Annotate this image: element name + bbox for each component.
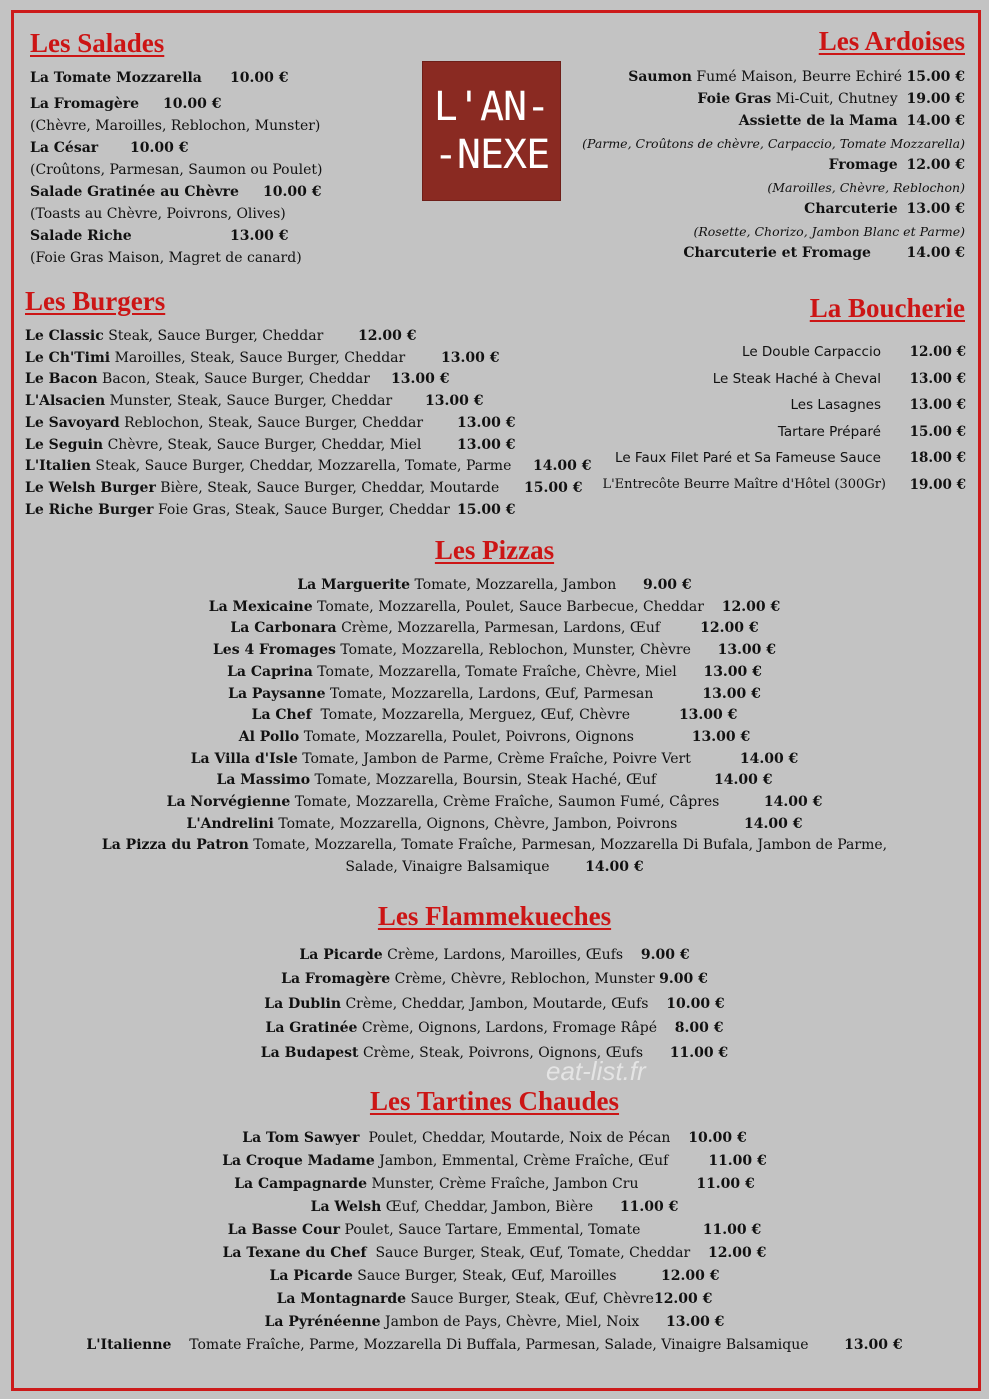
item-note-text: Rosette, Chorizo, Jambon Blanc et Parme [698, 224, 961, 239]
item-description: Tomate, Mozzarella, Poulet, Poivrons, Oignons [303, 728, 634, 745]
item-name: Le Savoyard [25, 414, 120, 431]
item-name: Le Riche Burger [25, 501, 154, 518]
item-description: Sauce Burger, Steak, Œuf, Maroilles [357, 1268, 617, 1284]
boucherie-item-price: 18.00 € [909, 450, 966, 467]
item-name: Le Welsh Burger [25, 479, 156, 496]
item-name: Salade Gratinée au Chèvre [30, 184, 239, 200]
ardoises-list [565, 68, 965, 268]
tartine-item [0, 1198, 989, 1216]
item-name: Saumon [628, 69, 692, 85]
item-price: 12.00 € [700, 620, 759, 637]
section-title-burgers: Les Burgers [25, 286, 166, 316]
ardoise-item [829, 156, 965, 174]
item-price: 12.00 € [906, 157, 965, 173]
item-description: Crème, Steak, Poivrons, Oignons, Œufs [362, 1044, 644, 1061]
item-price: 13.00 € [230, 228, 289, 244]
logo-text [434, 83, 549, 179]
tartine-item [0, 1152, 989, 1170]
pizzas-list [20, 576, 969, 876]
item-price: 13.00 € [717, 642, 777, 659]
item-name: La Carbonara [230, 620, 337, 637]
item-price: 10.00 € [688, 1130, 747, 1146]
item-price: 10.00 € [130, 140, 189, 156]
item-name: Fromage [828, 157, 898, 173]
salade-item [30, 227, 289, 245]
item-name: Charcuterie [804, 201, 898, 217]
item-description: Foie Gras, Steak, Sauce Burger, Cheddar [157, 501, 450, 518]
item-price: 13.00 € [906, 201, 965, 217]
item-description: Poulet, Sauce Tartare, Emmental, Tomate [344, 1222, 641, 1238]
item-price: 13.00 € [457, 414, 516, 431]
item-name: La Mexicaine [208, 598, 313, 615]
tartine-item [0, 1129, 989, 1147]
boucherie-item-name: Tartare Préparé [777, 423, 881, 440]
item-price: 13.00 € [703, 663, 762, 680]
item-price: 8.00 € [674, 1020, 724, 1037]
item-description: Tomate, Mozzarella, Boursin, Steak Haché, Œuf [314, 772, 657, 789]
item-description-continued: Salade, Vinaigre Balsamique [345, 859, 550, 876]
item-price: 13.00 € [702, 685, 761, 702]
item-description: Mi-Cuit, Chutney [775, 91, 898, 107]
item-description: Crème, Cheddar, Jambon, Moutarde, Œufs [345, 995, 649, 1012]
pizza-item [20, 836, 969, 854]
item-name: La Montagnarde [276, 1291, 407, 1307]
flammekueche-item [0, 970, 989, 988]
flammekueche-item [0, 946, 989, 964]
item-description: Reblochon, Steak, Sauce Burger, Cheddar [124, 414, 424, 431]
item-price: 14.00 € [585, 859, 644, 876]
item-price: 13.00 € [665, 1314, 725, 1330]
boucherie-list [590, 343, 966, 498]
item-description: Tomate, Jambon de Parme, Crème Fraîche, Poivre Vert [302, 750, 691, 767]
burger-item [25, 370, 450, 388]
item-name: L'Alsacien [25, 393, 106, 410]
tartine-item [0, 1313, 989, 1331]
pizza-item [20, 685, 969, 703]
item-price: 14.00 € [714, 772, 773, 789]
item-description: Tomate, Mozzarella, Tomate Fraîche, Parmesan, Mozzarella Di Bufala, Jambon de Parme, [253, 837, 888, 854]
pizza-item [20, 793, 969, 811]
item-description: Steak, Sauce Burger, Cheddar, Mozzarella, Tomate, Parme [95, 458, 512, 475]
item-price: 19.00 € [906, 91, 965, 107]
tartine-item [0, 1290, 989, 1308]
item-description: Munster, Steak, Sauce Burger, Cheddar [109, 393, 393, 410]
section-title-pizzas: Les Pizzas [434, 535, 555, 565]
item-price: 15.00 € [906, 69, 965, 85]
item-price: 14.00 € [533, 458, 592, 475]
ardoise-item [804, 200, 965, 218]
item-name: La Pyrénéenne [264, 1314, 381, 1330]
burger-item [25, 349, 500, 367]
item-note-text: Maroilles, Chèvre, Reblochon [772, 180, 961, 195]
boucherie-item-price: 15.00 € [909, 423, 966, 440]
item-name: Le Ch'Timi [25, 349, 111, 366]
burger-item [25, 414, 516, 432]
pizza-item [20, 750, 969, 768]
boucherie-item-name: Le Steak Haché à Cheval [712, 370, 881, 387]
item-description: (Foie Gras Maison, Magret de canard) [30, 250, 302, 266]
tartine-item [0, 1221, 989, 1239]
item-name: La Tom Sawyer [242, 1130, 360, 1146]
pizza-item [20, 815, 969, 833]
item-description: Tomate, Mozzarella, Merguez, Œuf, Chèvre [320, 707, 630, 724]
item-name: La Massimo [216, 772, 311, 789]
item-name: Le Classic [25, 328, 104, 344]
item-note: (Maroilles, Chèvre, Reblochon) [767, 180, 965, 195]
item-description: Jambon de Pays, Chèvre, Miel, Noix [385, 1314, 640, 1330]
item-price: 14.00 € [739, 750, 799, 767]
boucherie-item-price: 13.00 € [909, 397, 966, 414]
item-name: La Fromagère [30, 96, 140, 112]
tartine-item [0, 1336, 989, 1354]
item-price: 14.00 € [906, 245, 965, 261]
item-description: Tomate, Mozzarella, Jambon [414, 577, 617, 593]
item-description: Crème, Chèvre, Reblochon, Munster [394, 971, 655, 988]
item-price: 15.00 € [457, 501, 516, 518]
item-description: Tomate, Mozzarella, Tomate Fraîche, Chèvre, Miel [317, 663, 677, 680]
boucherie-item-price: 19.00 € [909, 477, 966, 493]
item-name: La Picarde [299, 947, 383, 963]
item-name: Al Pollo [238, 728, 300, 745]
item-name: La Basse Cour [227, 1222, 341, 1238]
item-name: La Paysanne [228, 685, 326, 702]
boucherie-item-price: 12.00 € [909, 344, 966, 360]
item-name: La Dublin [264, 995, 342, 1012]
item-price: 11.00 € [702, 1222, 762, 1238]
item-price: 13.00 € [391, 371, 450, 388]
section-title-salades: Les Salades [30, 28, 165, 58]
tartine-item [0, 1267, 989, 1285]
item-price: 13.00 € [678, 707, 738, 724]
item-price: 14.00 € [763, 794, 823, 810]
item-name: L'Italienne [86, 1337, 172, 1353]
item-price: 12.00 € [653, 1291, 713, 1307]
item-name: La Marguerite [297, 577, 410, 593]
item-price: 12.00 € [358, 328, 417, 344]
item-description: Tomate, Mozzarella, Poulet, Sauce Barbecue, Cheddar [317, 598, 704, 615]
item-price: 13.00 € [457, 436, 516, 453]
item-description: (Chèvre, Maroilles, Reblochon, Munster) [30, 118, 321, 134]
item-name: Salade Riche [30, 228, 132, 244]
item-price: 9.00 € [659, 971, 708, 988]
watermark: eat-list.fr [546, 1056, 646, 1086]
item-price: 10.00 € [230, 70, 289, 86]
item-description: Jambon, Emmental, Crème Fraîche, Œuf [379, 1153, 669, 1169]
boucherie-item-price: 13.00 € [909, 370, 966, 387]
item-name: Foie Gras [697, 91, 772, 107]
burger-item [25, 392, 484, 410]
item-price: 12.00 € [721, 598, 781, 615]
ardoise-item [683, 244, 965, 262]
salades-list [30, 69, 360, 279]
item-name: L'Italien [25, 458, 91, 475]
item-name: L'Andrelini [186, 815, 274, 832]
restaurant-logo [423, 62, 560, 200]
item-note: (Rosette, Chorizo, Jambon Blanc et Parme) [693, 224, 965, 239]
item-description: Munster, Crème Fraîche, Jambon Cru [371, 1176, 639, 1192]
item-description: Crème, Mozzarella, Parmesan, Lardons, Œuf [341, 620, 661, 637]
boucherie-item-name: L'Entrecôte Beurre Maître d'Hôtel (300Gr) [602, 477, 886, 492]
item-description: Bacon, Steak, Sauce Burger, Cheddar [102, 371, 370, 388]
item-description: Sauce Burger, Steak, Œuf, Tomate, Cheddar [375, 1245, 691, 1261]
item-description: Steak, Sauce Burger, Cheddar [108, 328, 324, 344]
salade-item [30, 95, 222, 113]
section-title-flammekueches: Les Flammekueches [377, 901, 612, 931]
item-name: La Pizza du Patron [101, 837, 249, 854]
item-name: La Tomate Mozzarella [30, 70, 202, 86]
item-description: Chèvre, Steak, Sauce Burger, Cheddar, Miel [107, 436, 422, 453]
item-name: La Villa d'Isle [190, 750, 298, 767]
item-price: 12.00 € [707, 1245, 767, 1261]
burger-item [25, 457, 592, 475]
section-title-ardoises: Les Ardoises [818, 26, 965, 56]
boucherie-item-name: Le Faux Filet Paré et Sa Fameuse Sauce [615, 450, 881, 467]
item-description: Tomate Fraîche, Parme, Mozzarella Di Buffala, Parmesan, Salade, Vinaigre Balsamique [189, 1337, 809, 1353]
ardoise-item [628, 68, 965, 86]
salade-item [30, 69, 289, 87]
item-name: La César [30, 140, 99, 156]
item-price: 13.00 € [844, 1337, 903, 1353]
item-description: Œuf, Cheddar, Jambon, Bière [385, 1199, 594, 1215]
tartine-item [0, 1175, 989, 1193]
item-price: 9.00 € [642, 577, 692, 593]
item-note: (Parme, Croûtons de chèvre, Carpaccio, Tomate Mozzarella) [582, 136, 965, 151]
item-note-text: Parme, Croûtons de chèvre, Carpaccio, Tomate Mozzarella [587, 136, 961, 151]
item-description: Crème, Lardons, Maroilles, Œufs [387, 947, 624, 963]
item-name: La Gratinée [265, 1020, 358, 1037]
burger-item [25, 436, 516, 454]
item-price: 13.00 € [425, 393, 484, 410]
item-description: Fumé Maison, Beurre Echiré [696, 69, 903, 85]
item-price: 9.00 € [640, 947, 690, 963]
pizza-item [20, 771, 969, 789]
item-description: (Toasts au Chèvre, Poivrons, Olives) [30, 206, 286, 222]
item-price: 11.00 € [708, 1153, 767, 1169]
item-price: 11.00 € [619, 1199, 679, 1215]
item-name: Charcuterie et Fromage [683, 245, 871, 261]
item-name: La Campagnarde [234, 1176, 367, 1192]
item-description: Tomate, Mozzarella, Lardons, Œuf, Parmesan [329, 685, 654, 702]
item-price: 10.00 € [666, 995, 725, 1012]
item-description: Tomate, Mozzarella, Reblochon, Munster, Chèvre [340, 642, 691, 659]
item-name: La Caprina [227, 663, 313, 680]
item-description: Crème, Oignons, Lardons, Fromage Râpé [361, 1020, 657, 1037]
ardoise-item [697, 90, 965, 108]
item-price: 14.00 € [906, 113, 965, 129]
item-name: Les 4 Fromages [212, 642, 336, 659]
pizza-item-continued [20, 858, 969, 876]
item-price: 12.00 € [661, 1268, 720, 1284]
burger-item [25, 327, 417, 345]
flammekueches-list [0, 946, 989, 1066]
boucherie-item-name: Les Lasagnes [790, 397, 881, 414]
section-title-boucherie: La Boucherie [809, 293, 965, 323]
item-price: 10.00 € [263, 184, 322, 200]
item-price: 11.00 € [696, 1176, 755, 1192]
item-price: 13.00 € [691, 728, 751, 745]
item-name: La Croque Madame [222, 1153, 375, 1169]
flammekueche-item [0, 995, 989, 1013]
tartines-list [0, 1129, 989, 1359]
item-description: Poulet, Cheddar, Moutarde, Noix de Pécan [368, 1130, 671, 1146]
burgers-list [25, 327, 592, 522]
item-price: 10.00 € [163, 96, 222, 112]
item-price: 14.00 € [744, 815, 803, 832]
item-description: Tomate, Mozzarella, Crème Fraîche, Saumon Fumé, Câpres [294, 794, 720, 810]
item-description: Maroilles, Steak, Sauce Burger, Cheddar [114, 349, 406, 366]
pizza-item [20, 598, 969, 616]
logo-line-1: L'AN- [433, 84, 550, 130]
boucherie-item-name: Le Double Carpaccio [742, 344, 881, 360]
item-price: 13.00 € [441, 349, 500, 366]
pizza-item [20, 706, 969, 724]
section-title-tartines: Les Tartines Chaudes [369, 1086, 620, 1116]
item-name: La Chef [251, 707, 312, 724]
item-name: Le Bacon [25, 371, 98, 388]
burger-item [25, 501, 516, 519]
item-name: Le Seguin [25, 436, 104, 453]
item-description: Tomate, Mozzarella, Oignons, Chèvre, Jambon, Poivrons [278, 815, 678, 832]
tartine-item [0, 1244, 989, 1262]
flammekueche-item [0, 1044, 989, 1062]
pizza-item [20, 728, 969, 746]
flammekueche-item [0, 1019, 989, 1037]
item-name: La Welsh [310, 1199, 382, 1215]
pizza-item [20, 619, 969, 637]
pizza-item [20, 641, 969, 659]
item-name: La Texane du Chef [222, 1245, 367, 1261]
item-price: 11.00 € [669, 1044, 729, 1061]
burger-item [25, 479, 583, 497]
salade-item [30, 183, 322, 201]
item-description: Bière, Steak, Sauce Burger, Cheddar, Moutarde [160, 479, 500, 496]
item-name: Assiette de la Mama [738, 113, 898, 129]
pizza-item [20, 663, 969, 681]
salade-item [30, 139, 189, 157]
item-name: La Norvégienne [166, 794, 291, 810]
item-description: Sauce Burger, Steak, Œuf, Chèvre [410, 1291, 654, 1307]
logo-line-2: -NEXE [433, 132, 550, 178]
pizza-item [20, 576, 969, 594]
item-name: La Fromagère [281, 971, 391, 988]
ardoise-item [739, 112, 965, 130]
item-name: La Picarde [269, 1268, 353, 1284]
item-description: (Croûtons, Parmesan, Saumon ou Poulet) [30, 162, 323, 178]
item-price: 15.00 € [524, 479, 583, 496]
item-name: La Budapest [260, 1044, 359, 1061]
